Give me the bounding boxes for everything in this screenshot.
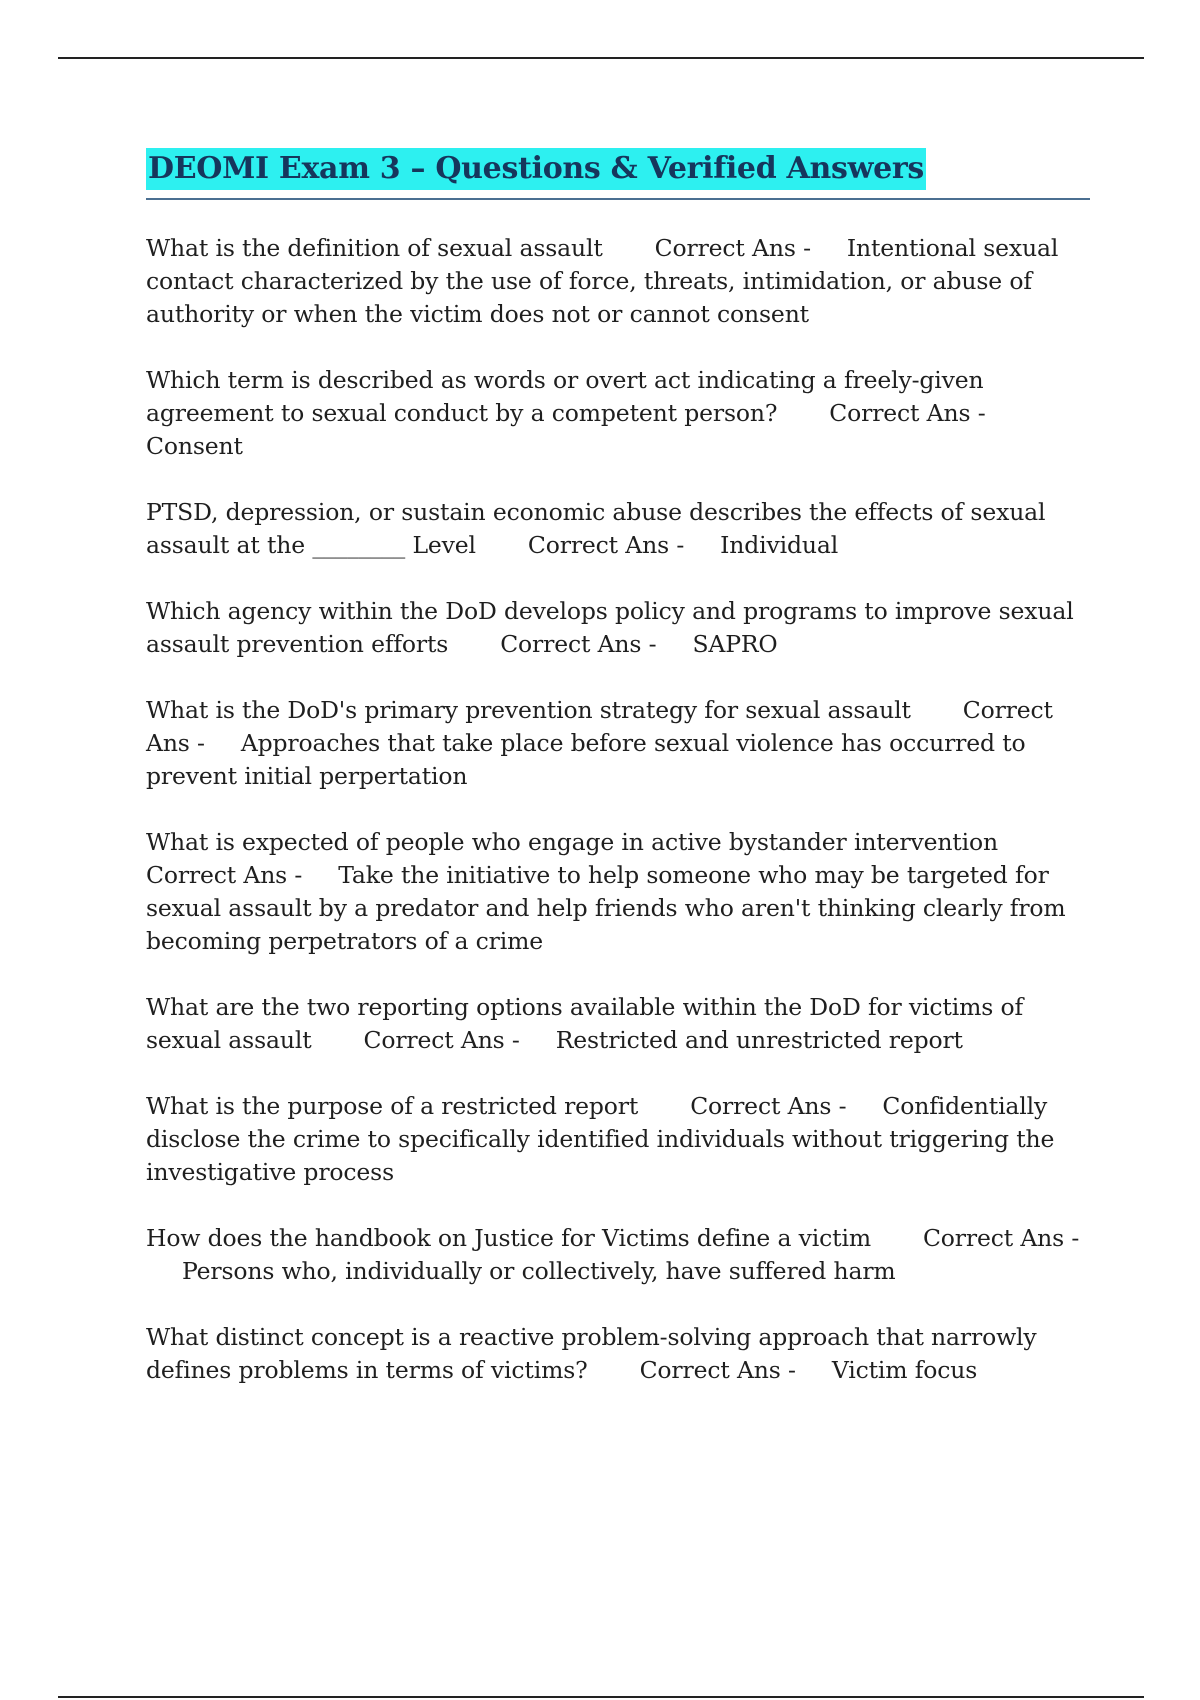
question-text: What are the two reporting options available within the DoD for victims of sexual assault xyxy=(146,993,1023,1054)
page-bottom-rule xyxy=(58,1696,1144,1698)
answer-text: Persons who, individually or collectively, have suffered harm xyxy=(182,1257,896,1285)
qa-list xyxy=(146,232,1090,1387)
qa-item xyxy=(146,1321,1090,1387)
correct-answer-label: Correct Ans - xyxy=(363,1026,520,1054)
page-top-rule xyxy=(58,57,1144,59)
question-text: What is the purpose of a restricted report xyxy=(146,1092,639,1120)
correct-answer-label: Correct Ans - xyxy=(146,696,1053,757)
question-text: Which agency within the DoD develops policy and programs to improve sexual assault prevention efforts xyxy=(146,597,1074,658)
correct-answer-label: Correct Ans - xyxy=(527,531,685,559)
question-text: PTSD, depression, or sustain economic abuse describes the effects of sexual assault at the ________ Level xyxy=(146,498,1046,559)
title-block xyxy=(146,148,1090,200)
qa-item xyxy=(146,694,1090,793)
correct-answer-label: Correct Ans - xyxy=(829,399,986,427)
qa-item xyxy=(146,595,1090,661)
qa-item xyxy=(146,364,1090,463)
answer-text: Confidentially disclose the crime to specifically identified individuals without triggering the investigative process xyxy=(146,1092,1055,1186)
qa-item xyxy=(146,496,1090,562)
answer-text: SAPRO xyxy=(692,630,778,658)
correct-answer-label: Correct Ans - xyxy=(690,1092,847,1120)
answer-text: Individual xyxy=(720,531,839,559)
question-text: What distinct concept is a reactive problem-solving approach that narrowly defines problems in terms of victims? xyxy=(146,1323,1037,1384)
correct-answer-label: Correct Ans - xyxy=(922,1224,1080,1252)
qa-item xyxy=(146,1222,1090,1288)
answer-text: Approaches that take place before sexual violence has occurred to prevent initial perpertation xyxy=(146,729,1026,790)
answer-text: Restricted and unrestricted report xyxy=(555,1026,963,1054)
qa-item xyxy=(146,826,1090,958)
correct-answer-label: Correct Ans - xyxy=(654,234,811,262)
qa-item xyxy=(146,991,1090,1057)
correct-answer-label: Correct Ans - xyxy=(146,861,303,889)
answer-text: Intentional sexual contact characterized by the use of force, threats, intimidation, or abuse of authority or when the victim does not or cannot consent xyxy=(146,234,1059,328)
document-body xyxy=(146,148,1090,1387)
question-text: What is the definition of sexual assault xyxy=(146,234,603,262)
question-text: Which term is described as words or overt act indicating a freely-given agreement to sexual conduct by a competent person? xyxy=(146,366,984,427)
answer-text: Victim focus xyxy=(831,1356,978,1384)
answer-text: Take the initiative to help someone who may be targeted for sexual assault by a predator and help friends who aren't thinking clearly from becoming perpetrators of a crime xyxy=(146,861,1066,955)
correct-answer-label: Correct Ans - xyxy=(639,1356,796,1384)
question-text: What is the DoD's primary prevention strategy for sexual assault xyxy=(146,696,911,724)
qa-item xyxy=(146,1090,1090,1189)
question-text: What is expected of people who engage in active bystander intervention xyxy=(146,828,998,856)
answer-text: Consent xyxy=(146,432,243,460)
question-text: How does the handbook on Justice for Victims define a victim xyxy=(146,1224,871,1252)
document-title: DEOMI Exam 3 – Questions & Verified Answers xyxy=(146,148,926,190)
correct-answer-label: Correct Ans - xyxy=(500,630,657,658)
qa-item xyxy=(146,232,1090,331)
